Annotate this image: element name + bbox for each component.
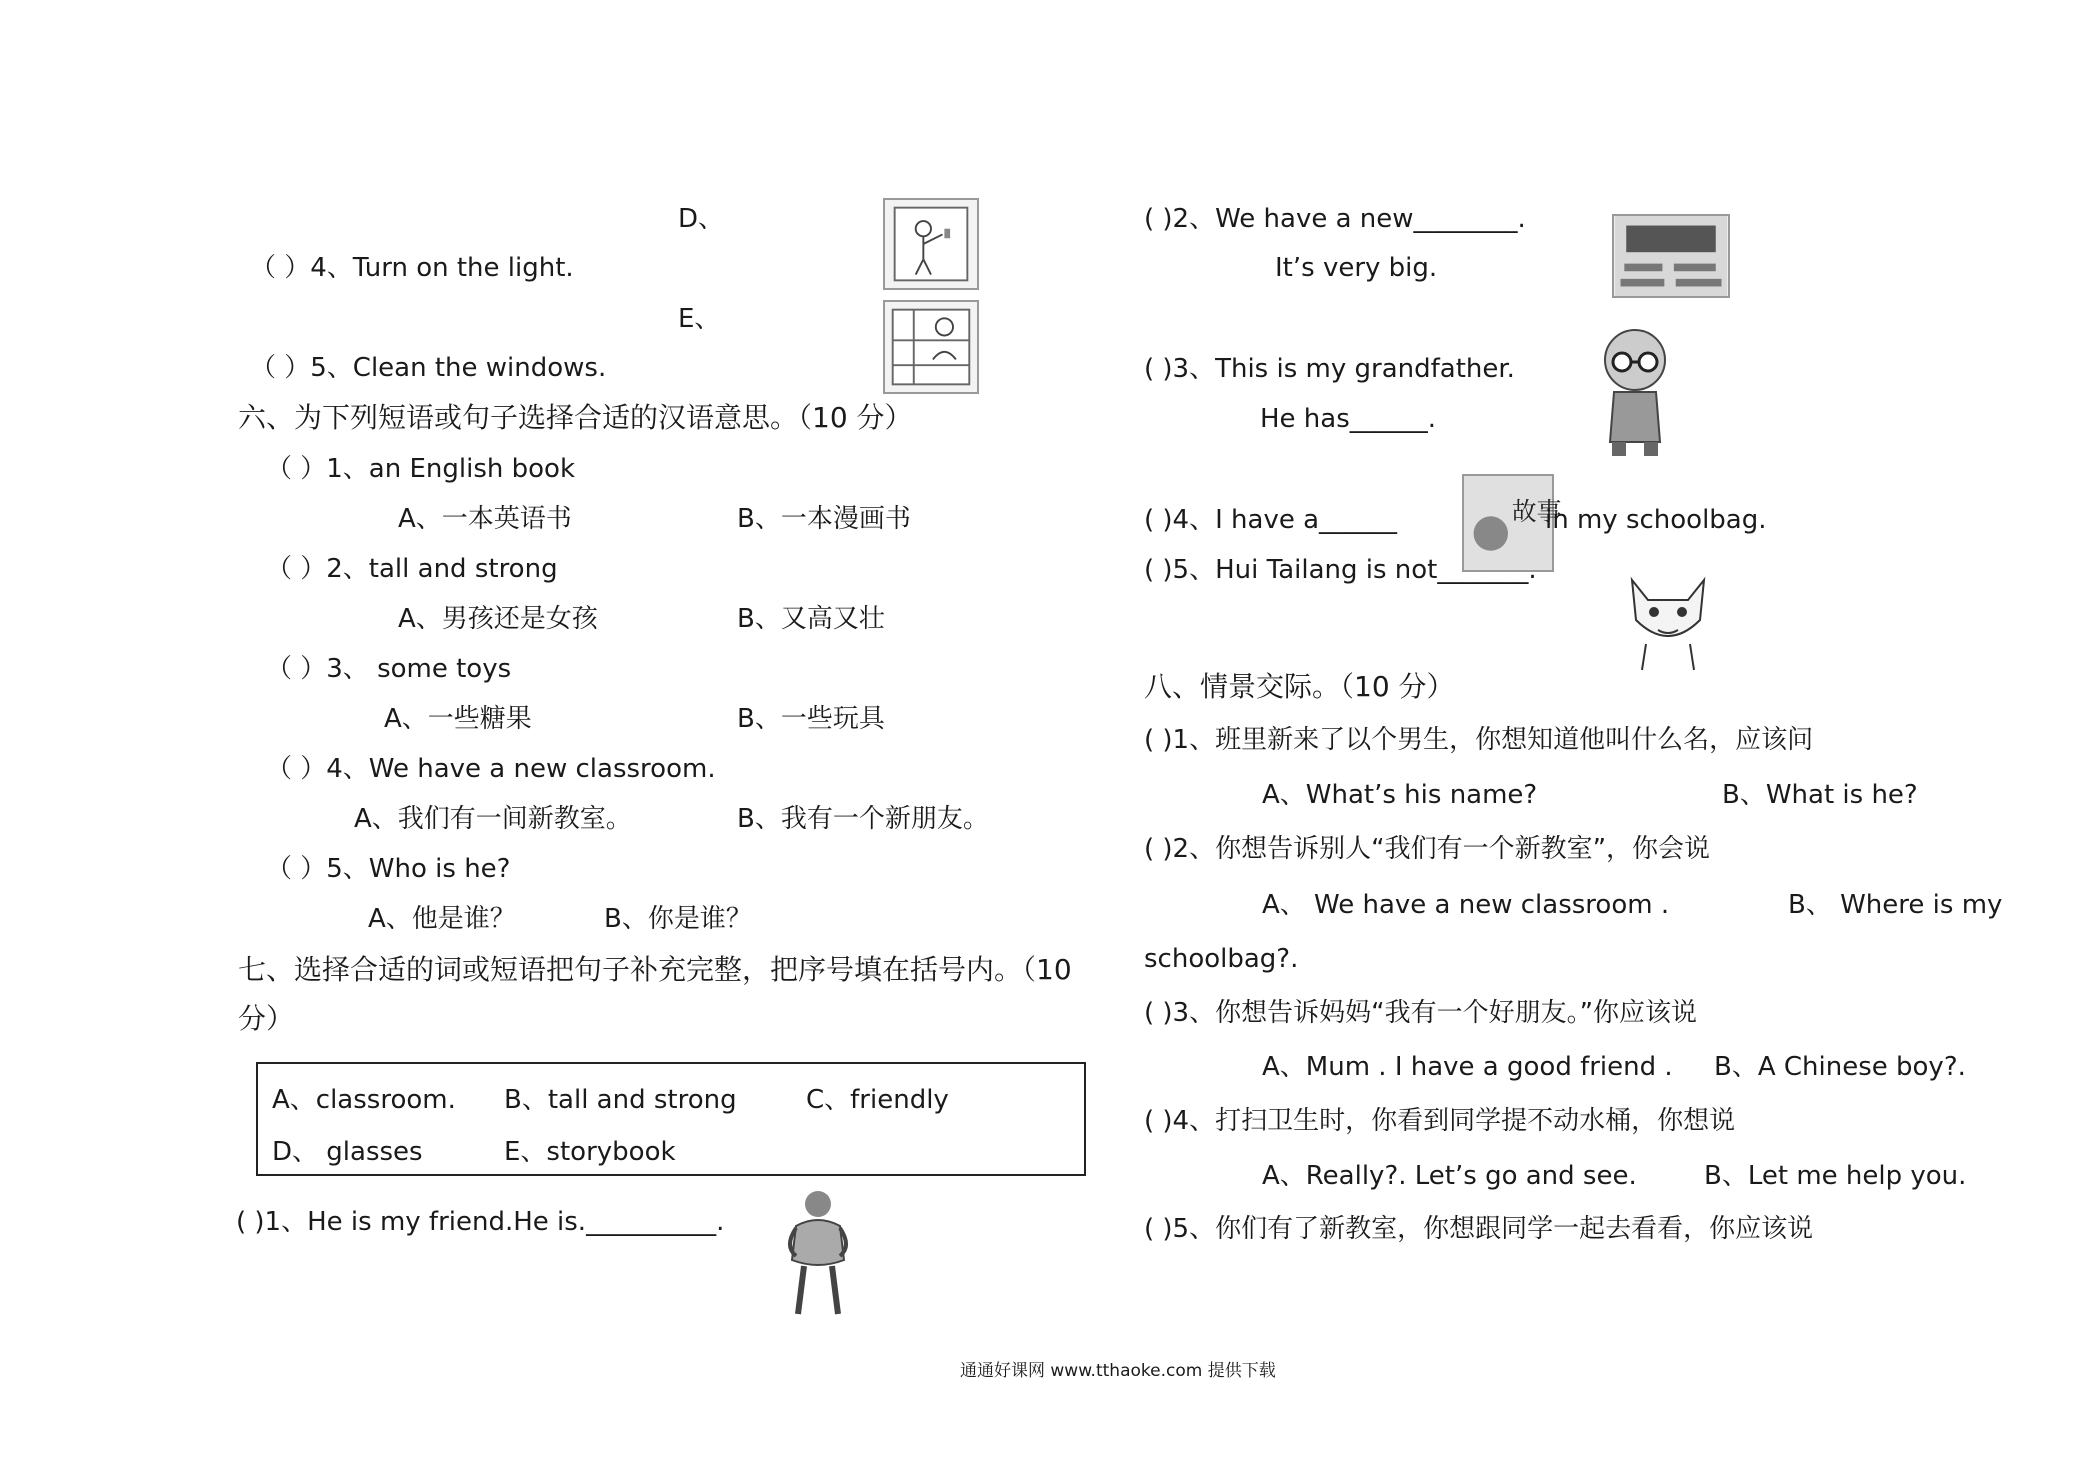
- s8-q1-option-b: B、What is he?: [1722, 780, 1918, 810]
- s6-question-3: （ ）3、 some toys: [266, 654, 512, 684]
- s8-question-3: ( )3、你想告诉妈妈“我有一个好朋友。”你应该说: [1144, 998, 1698, 1028]
- word-bank-option-d: D、 glasses: [272, 1137, 423, 1167]
- picture-grandfather: [1590, 322, 1680, 458]
- section-7-title-line-1: 七、选择合适的词或短语把句子补充完整，把序号填在括号内。（10: [238, 953, 1072, 986]
- s7-question-4: ( )4、I have a______: [1144, 505, 1398, 535]
- picture-classroom: [1612, 214, 1730, 298]
- s6-q2-option-b: B、又高又壮: [737, 604, 885, 634]
- s6-q5-option-a: A、他是谁？: [368, 904, 516, 934]
- s6-q4-option-b: B、我有一个新朋友。: [737, 804, 989, 834]
- footer-source: 通通好课网 www.tthaoke.com 提供下载: [960, 1361, 1276, 1381]
- s8-q1-option-a: A、What’s his name?: [1262, 780, 1538, 810]
- option-d-label: D、: [678, 204, 725, 234]
- picture-turn-on-light: [883, 198, 979, 290]
- svg-text:故事: 故事: [1511, 497, 1562, 527]
- s6-q4-option-a: A、我们有一间新教室。: [354, 804, 632, 834]
- word-bank-option-e: E、storybook: [504, 1137, 676, 1167]
- s6-question-1: （ ）1、an English book: [266, 454, 576, 484]
- s6-q2-option-a: A、男孩还是女孩: [398, 604, 598, 634]
- s7-question-5: ( )5、Hui Tailang is not_______.: [1144, 555, 1537, 585]
- s8-q2-option-b-continued: schoolbag?.: [1144, 944, 1299, 974]
- picture-clean-windows: [883, 300, 979, 394]
- section-8-title: 八、情景交际。（10 分）: [1144, 670, 1455, 703]
- word-bank-option-b: B、tall and strong: [504, 1085, 737, 1115]
- s8-question-5: ( )5、你们有了新教室，你想跟同学一起去看看，你应该说: [1144, 1214, 1814, 1244]
- picture-hui-tailang: [1612, 560, 1724, 672]
- picture-strong-man: [782, 1186, 854, 1320]
- question-4-turn-on-light: （ ）4、Turn on the light.: [250, 253, 574, 283]
- s8-question-4: ( )4、打扫卫生时，你看到同学提不动水桶，你想说: [1144, 1106, 1736, 1136]
- question-5-clean-windows: （ ）5、Clean the windows.: [250, 353, 607, 383]
- s6-question-4: （ ）4、We have a new classroom.: [266, 754, 716, 784]
- s6-q1-option-a: A、一本英语书: [398, 504, 572, 534]
- s8-q4-option-a: A、Really?. Let’s go and see.: [1262, 1161, 1637, 1191]
- s6-question-5: （ ）5、Who is he?: [266, 854, 511, 884]
- s8-q2-option-a: A、 We have a new classroom .: [1262, 890, 1670, 920]
- s8-question-1: ( )1、班里新来了以个男生，你想知道他叫什么名，应该问: [1144, 725, 1814, 755]
- s8-question-2: ( )2、你想告诉别人“我们有一个新教室”，你会说: [1144, 834, 1711, 864]
- s7-question-3: ( )3、This is my grandfather.: [1144, 354, 1515, 384]
- s7-question-4-continued: in my schoolbag.: [1545, 505, 1767, 535]
- s7-question-3-line-2: He has______.: [1260, 404, 1437, 434]
- s8-q3-option-b: B、A Chinese boy?.: [1714, 1052, 1966, 1082]
- option-e-label: E、: [678, 304, 721, 334]
- s6-question-2: （ ）2、tall and strong: [266, 554, 558, 584]
- word-bank-option-c: C、friendly: [806, 1085, 949, 1115]
- s7-question-1: ( )1、He is my friend.He is.__________.: [236, 1207, 725, 1237]
- section-7-title-line-2: 分）: [238, 1002, 295, 1035]
- s6-q5-option-b: B、你是谁？: [604, 904, 752, 934]
- s8-q2-option-b: B、 Where is my: [1788, 890, 2003, 920]
- s7-question-2: ( )2、We have a new________.: [1144, 204, 1526, 234]
- s8-q4-option-b: B、Let me help you.: [1704, 1161, 1967, 1191]
- s6-q3-option-a: A、一些糖果: [384, 704, 532, 734]
- s8-q3-option-a: A、Mum . I have a good friend .: [1262, 1052, 1673, 1082]
- s7-question-2-line-2: It’s very big.: [1275, 253, 1438, 283]
- section-6-title: 六、为下列短语或句子选择合适的汉语意思。（10 分）: [238, 401, 913, 434]
- word-bank-option-a: A、classroom.: [272, 1085, 456, 1115]
- s6-q3-option-b: B、一些玩具: [737, 704, 885, 734]
- s6-q1-option-b: B、一本漫画书: [737, 504, 911, 534]
